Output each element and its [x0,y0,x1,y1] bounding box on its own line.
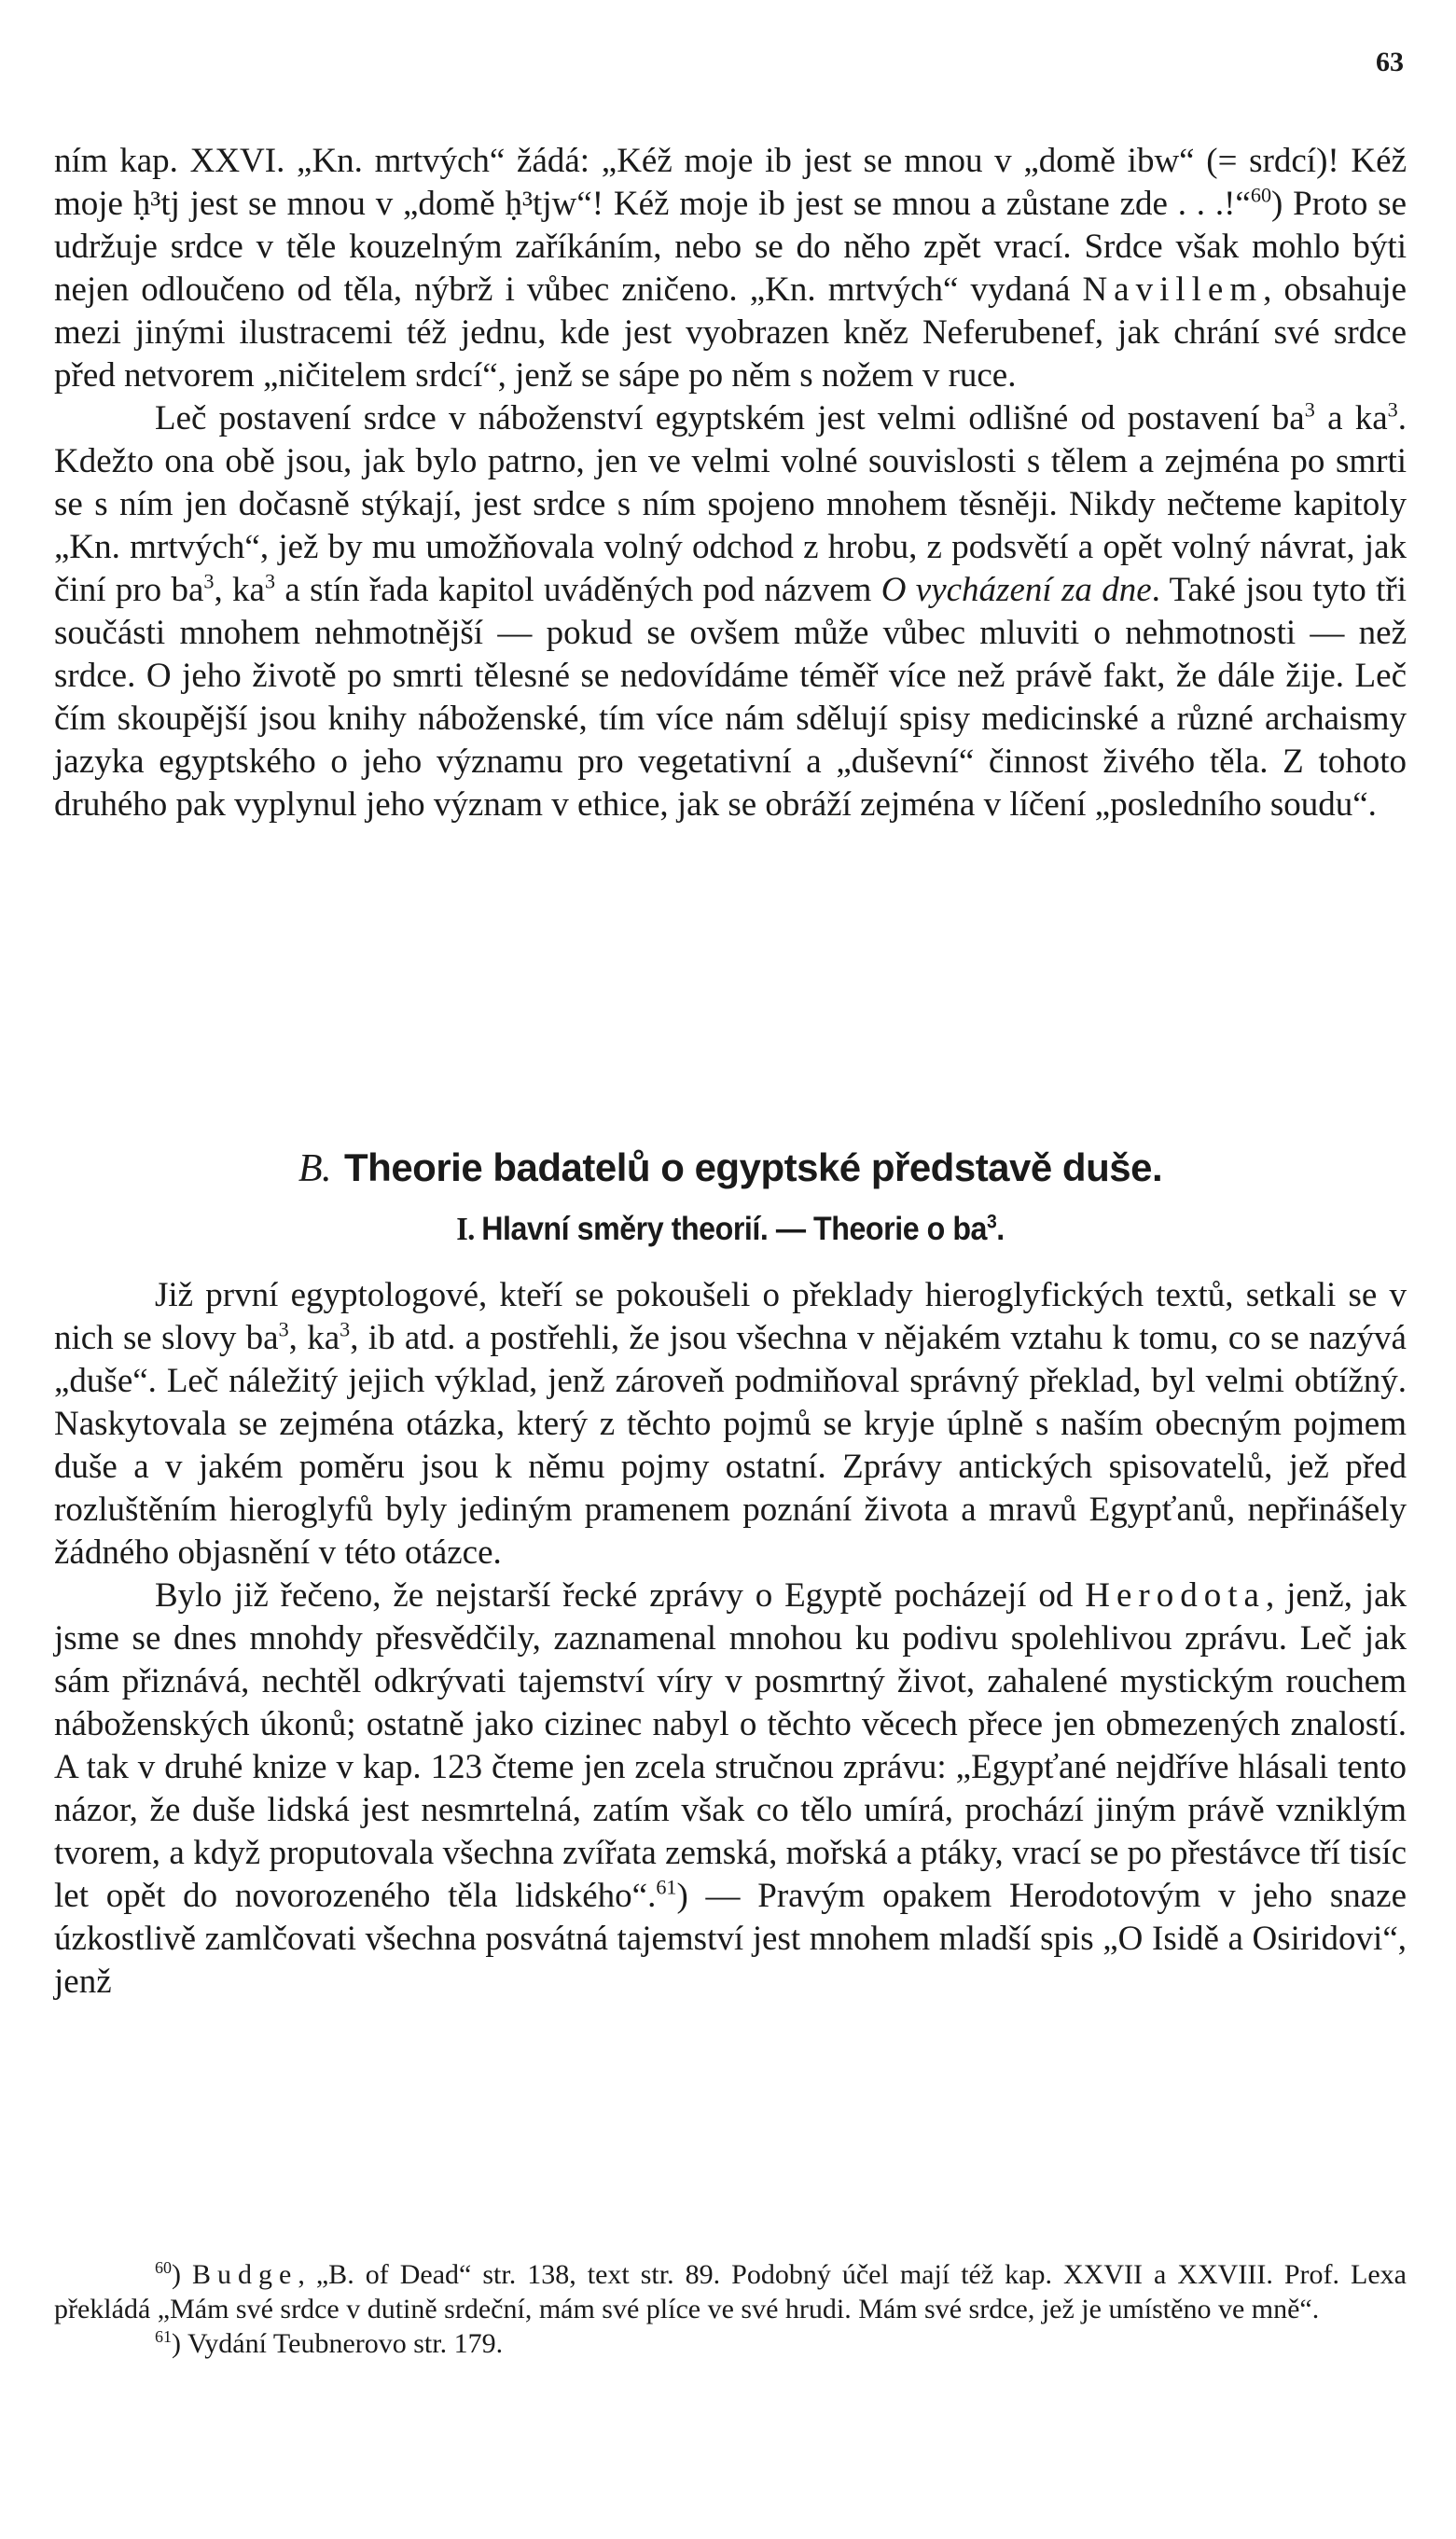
footnote: $^{61}$) Vydání Teubnerovo str. 179. [155,2327,504,2359]
section-two [54,1274,1407,2004]
section-one [54,140,1407,826]
subsection-title: Hlavní směry theorií. — Theorie o ba [481,1211,987,1247]
subsection-heading: I. Hlavní směry theorií. — Theorie o $ba^3$. [456,1211,1005,1247]
paragraph: Již první egyptologové, kteří se pokoušeli o překlady hieroglyfických textů, setkali se v nich se slovy $ba^3$, $ka^3$, ib atd. a postřehli, že jsou všechna v nějakém vztahu k tomu, co se nazývá „duše“. Leč náležitý jejich výklad, jenž zároveň podmiňoval správný překlad, byl velmi obtížný. Naskytovala se zejména otázka, který z těchto pojmů se kryje úplně s naším obecným pojmem duše a v jakém poměru jsou k němu pojmy ostatní. Zprávy antických spisovatelů, jež před rozluštěním hieroglyfů byly jediným pramenem poznání života a mravů Egypťanů, nepřinášely žádného objasnění v této otázce. [54,1276,1407,1572]
section-letter: B. [298,1147,332,1190]
footnote-ref: 60 [1250,183,1272,207]
paragraph: Leč postavení srdce v náboženství egyptském jest velmi odlišné od postavení $ba^3$ a $ka^3$. Kdežto ona obě jsou, jak bylo patrno, jen ve velmi volné souvislosti s tělem a zejména po smrti se s ním jen dočasně stýkají, jest srdce s ním spojeno mnohem těsněji. Nikdy nečteme kapitoly „Kn. mrtvých“, jež by mu umožňovala volný odchod z hrobu, z podsvětí a opět volný návrat, jak činí pro $ba^3$, $ka^3$ a stín řada kapitol uváděných pod názvem O vycházení za dne. Také jsou tyto tři součásti mnohem nehmotnější — pokud se ovšem může vůbec mluviti o nehmotnosti — než srdce. O jeho životě po smrti tělesné se nedovídáme téměř více než právě fakt, že dále žije. Leč čím skoupější jsou knihy náboženské, tím více nám sdělují spisy medicinské a různé archaismy jazyka egyptského o jeho významu pro vegetativní a „duševní“ činnost živého těla. Z tohoto druhého pak vyplynul jeho význam v ethice, jak se obráží zejména v líčení „posledního soudu“. [54,397,1407,824]
subsection-number: I. [456,1211,475,1247]
paragraph: Bylo již řečeno, že nejstarší řecké zprávy o Egyptě pocházejí od Herodota, jenž, jak jsme se dnes mnohdy přesvědčily, zaznamenal mnohou ku podivu spolehlivou zprávu. Leč jak sám přiznává, nechtěl odkrývati tajemství víry v posmrtný život, zahalené mystickým rouchem náboženských úkonů; ostatně jako cizinec nabyl o těchto věcech přece jen obmezených znalostí. A tak v druhé knize v kap. 123 čteme jen zcela stručnou zprávu: „Egypťané nejdříve hlásali tento názor, že duše lidská jest nesmrtelná, zatím však co tělo umírá, prochází jiným právě vzniklým tvorem, a když proputovala všechna zvířata zemská, mořská a ptáky, vrací se po přestávce tří tisíc let opět do novorozeného těla lidského“.$^{61}$) — Pravým opakem Herodotovým v jeho snaze úzkostlivě zamlčovati všechna posvátná tajemství jest mnohem mladší spis „O Isidě a Osiridovi“, jenž [54,1576,1407,2001]
author-name: Herodota [1085,1576,1266,1615]
footnote-number: 60 [155,2258,172,2277]
author-name: Budge [192,2259,298,2290]
page-number: 63 [1376,47,1404,77]
section-title: Theorie badatelů o egyptské představě duše. [344,1145,1163,1189]
footnote-ref: 61 [656,1875,677,1899]
italic-title: O vycházení za dne [881,571,1152,609]
author-name: Navillem [1082,271,1264,309]
footnote: $^{60}$) Budge, „B. of Dead“ str. 138, text str. 89. Podobný účel mají též kap. XXVII a XXVIII. Prof. Lexa překládá „Mám své srdce v dutině srdeční, mám své plíce ve své hrudi. Mám své srdce, jež je umístěno ve mně“. [54,2258,1407,2324]
footnotes [54,2257,1407,2361]
section-heading [54,1144,1407,1193]
paragraph: ním kap. XXVI. „Kn. mrtvých“ žádá: „Kéž moje ib jest se mnou v „domě ibw“ (= srdcí)! Kéž moje ḥ³tj jest se mnou v „domě ḥ³tjw“! Kéž moje ib jest se mnou a zůstane zde . . .!“$^{60}$) Proto se udržuje srdce v těle kouzelným zaříkáním, nebo se do něho zpět vrací. Srdce však mohlo býti nejen odloučeno od těla, nýbrž i vůbec zničeno. „Kn. mrtvých“ vydaná Navillem, obsahuje mezi jinými ilustracemi též jednu, kde jest vyobrazen kněz Neferubenef, jak chrání své srdce před netvorem „ničitelem srdcí“, jenž se sápe po něm s nožem v ruce. [54,142,1407,395]
footnote-number: 61 [155,2327,172,2346]
